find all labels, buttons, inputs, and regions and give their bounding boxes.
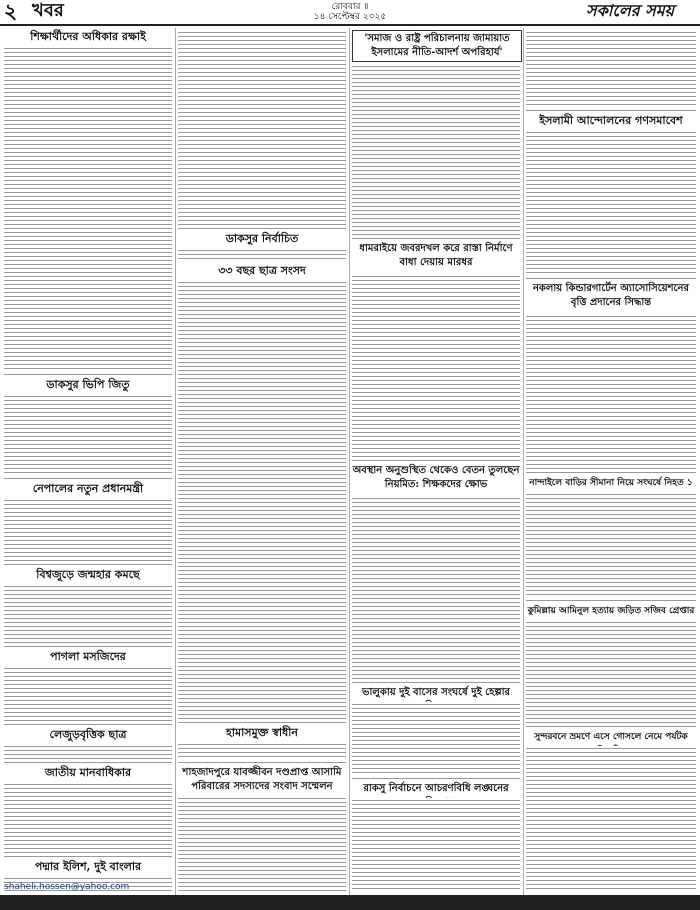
article-headline[interactable] bbox=[4, 860, 172, 874]
headline-text: বিশ্বজুড়ে জন্মহার কমছে bbox=[36, 568, 140, 581]
article-headline[interactable] bbox=[352, 686, 520, 700]
article-body bbox=[526, 620, 696, 724]
headline-text: রাকসু নির্বাচনে আচরণবিধি লঙ্ঘনের bbox=[363, 783, 509, 794]
headline-text: ধামরাইয়ে জবরদখল করে রাস্তা নির্মাণে বাধা দেয়ায় মারধর bbox=[359, 243, 513, 268]
headline-text: নান্দাইলে বাড়ির সীমানা নিয়ে সংঘর্ষে নিহত ১ bbox=[529, 478, 693, 488]
article-body bbox=[352, 64, 520, 236]
date-day: রোববার ॥ bbox=[331, 2, 369, 12]
headline-text: ডাকসুর ভিপি জিতু bbox=[46, 378, 130, 391]
masthead bbox=[0, 0, 700, 26]
article-body bbox=[526, 314, 696, 470]
article-body bbox=[4, 46, 172, 372]
article-body bbox=[4, 666, 172, 722]
article-body bbox=[178, 742, 346, 760]
divider bbox=[4, 564, 172, 565]
article-headline[interactable] bbox=[526, 114, 696, 128]
divider bbox=[526, 110, 696, 111]
headline-text: পাগলা মসজিদের bbox=[50, 650, 126, 663]
divider bbox=[4, 646, 172, 647]
headline-text: ডাকসুর নির্বাচিত bbox=[225, 232, 299, 245]
article-headline[interactable] bbox=[4, 482, 172, 496]
divider bbox=[526, 278, 696, 279]
section-title: খবর bbox=[32, 0, 64, 21]
headline-text: লেজুড়বৃত্তিক ছাত্র bbox=[49, 728, 127, 741]
article-headline[interactable] bbox=[526, 282, 696, 312]
article-body bbox=[4, 744, 172, 760]
article-headline[interactable] bbox=[178, 766, 346, 794]
article-headline[interactable] bbox=[178, 726, 346, 740]
divider bbox=[4, 374, 172, 375]
headline-text: 'সমাজ ও রাষ্ট্র পরিচালনায় জামায়াত ইসলামের নীতি-আদর্শ অপরিহার্য' bbox=[364, 33, 510, 58]
headline-text: অবস্থান অনুশুস্থিত থেকেও বেতন তুলছেন নিয়মিত: শিক্ষকদের ক্ষোভ bbox=[352, 465, 520, 490]
article-headline[interactable] bbox=[352, 242, 520, 272]
article-body bbox=[352, 702, 520, 776]
article-headline[interactable] bbox=[526, 604, 696, 618]
article-body bbox=[352, 798, 520, 892]
article-headline[interactable] bbox=[352, 30, 522, 62]
divider bbox=[4, 478, 172, 479]
article-body bbox=[178, 280, 346, 720]
article-headline[interactable] bbox=[4, 728, 172, 742]
headline-text: ৩৩ বছর ছাত্র সংসদ bbox=[218, 264, 306, 277]
divider bbox=[178, 722, 346, 723]
article-body bbox=[4, 584, 172, 644]
headline-text: শিক্ষার্থীদের অধিকার রক্ষাই bbox=[30, 30, 146, 43]
article-headline[interactable] bbox=[526, 730, 696, 744]
article-headline[interactable] bbox=[4, 650, 172, 664]
headline-text: সুন্দরবনে ভ্রমণে এসে গোসলে নেমে পর্যটক bbox=[534, 732, 688, 742]
article-body bbox=[352, 274, 520, 458]
divider bbox=[526, 472, 696, 473]
newspaper-logo: সকালের সময় bbox=[586, 1, 675, 20]
article-body bbox=[526, 130, 696, 276]
article-body bbox=[352, 496, 520, 680]
article-headline[interactable] bbox=[352, 782, 520, 796]
column-rule bbox=[523, 28, 524, 895]
divider bbox=[352, 778, 520, 779]
footer-bar bbox=[0, 895, 700, 910]
article-headline[interactable] bbox=[178, 232, 346, 246]
headline-text: ভালুকায় দুই বাসের সংঘর্ষে দুই হেল্পার bbox=[362, 687, 510, 698]
divider bbox=[352, 460, 520, 461]
article-body bbox=[4, 394, 172, 476]
divider bbox=[352, 238, 520, 239]
divider bbox=[178, 762, 346, 763]
article-body bbox=[4, 782, 172, 854]
article-body bbox=[526, 746, 696, 892]
headline-text: শাহজাদপুরে যাবজ্জীবন দণ্ডপ্রাপ্ত আসামি পরিবারের সদস্যদের সংবাদ সম্মেলন bbox=[182, 767, 342, 792]
article-body bbox=[526, 30, 696, 108]
headline-text: ইসলামী আন্দোলনের গণসমাবেশ bbox=[539, 114, 683, 127]
article-body bbox=[178, 796, 346, 892]
headline-text: পদ্মার ইলিশ, দুই বাংলার bbox=[34, 860, 142, 873]
article-body bbox=[178, 248, 346, 262]
divider bbox=[526, 600, 696, 601]
article-headline[interactable] bbox=[178, 264, 346, 278]
headline-text: হামাসমুক্ত স্বাধীন bbox=[226, 726, 298, 739]
article-headline[interactable] bbox=[526, 476, 696, 490]
divider bbox=[4, 724, 172, 725]
article-body bbox=[4, 498, 172, 562]
divider bbox=[4, 856, 172, 857]
divider bbox=[178, 228, 346, 229]
article-headline[interactable] bbox=[4, 30, 172, 44]
page-number: ২ bbox=[4, 0, 18, 23]
contact-email[interactable]: shaheli.hossen@yahoo.com bbox=[4, 882, 130, 892]
article-headline[interactable] bbox=[352, 464, 520, 494]
divider bbox=[526, 726, 696, 727]
article-body bbox=[526, 492, 696, 598]
divider bbox=[352, 682, 520, 683]
divider bbox=[4, 762, 172, 763]
headline-text: নকলায় কিন্ডারগার্টেন অ্যাসোসিয়েশনের বৃত্তি প্রদানের সিদ্ধান্ত bbox=[532, 283, 690, 308]
headline-text: জাতীয় মানবাধিকার bbox=[44, 766, 132, 779]
column-rule bbox=[175, 28, 176, 895]
date-full: ১৪ সেপ্টেম্বর ২০২৫ bbox=[313, 12, 387, 22]
article-headline[interactable] bbox=[4, 378, 172, 392]
article-headline[interactable] bbox=[4, 568, 172, 582]
column-rule bbox=[349, 28, 350, 895]
headline-text: নেপালের নতুন প্রধানমন্ত্রী bbox=[32, 482, 144, 495]
article-body bbox=[178, 30, 346, 226]
article-headline[interactable] bbox=[4, 766, 172, 780]
date-line bbox=[280, 2, 420, 22]
headline-text: কুমিল্লায় আমিনুল হত্যায় জড়িত সজিব গ্রেপ্তার bbox=[527, 606, 695, 616]
